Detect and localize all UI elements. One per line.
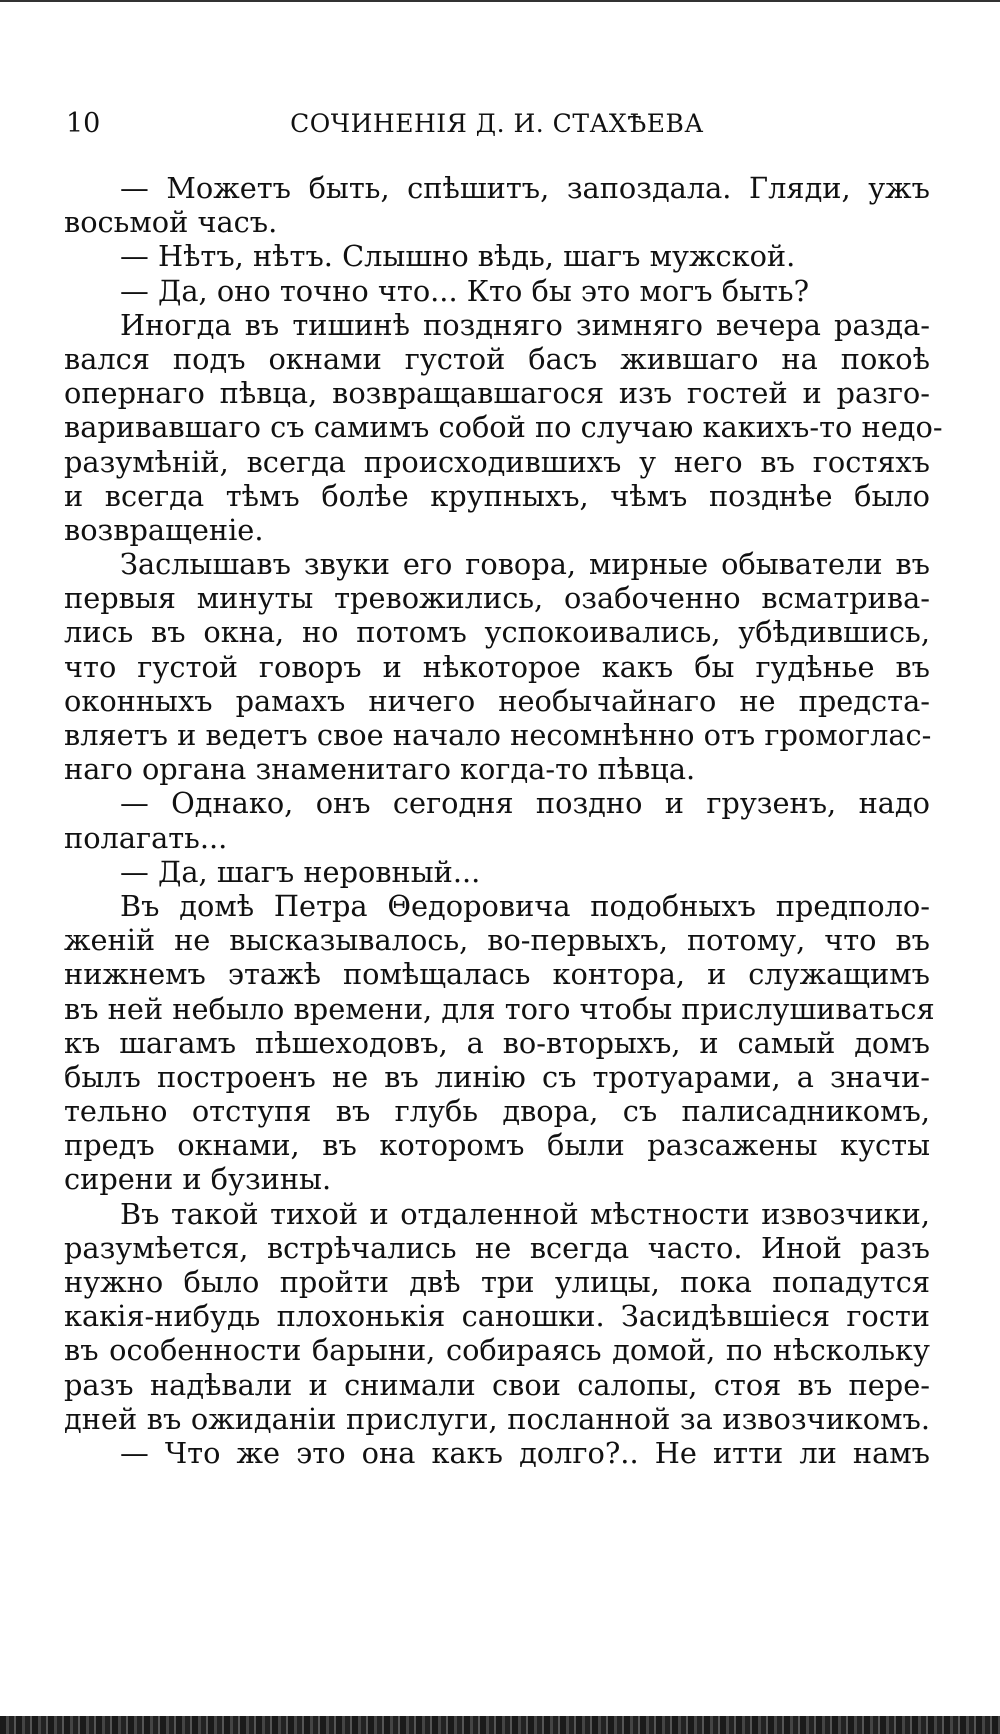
text-line: нижнемъ этажѣ помѣщалась контора, и служащимъ bbox=[64, 957, 930, 992]
text-line: что густой говоръ и нѣкоторое какъ бы гудѣнье въ bbox=[64, 649, 930, 684]
text-line: первыя минуты тревожились, озабоченно всматрива- bbox=[64, 581, 930, 616]
text-line: лись въ окна, но потомъ успокоивались, убѣдившись, bbox=[64, 615, 930, 650]
text-line: въ особенности барыни, собираясь домой, по нѣскольку bbox=[64, 1333, 930, 1368]
running-title: СОЧИНЕНIЯ Д. И. СТАХѢЕВА bbox=[290, 109, 704, 138]
page-header bbox=[66, 104, 928, 144]
text-line: нужно было пройти двѣ три улицы, пока попадутся bbox=[64, 1265, 930, 1299]
scan-bottom-edge bbox=[0, 1716, 1000, 1734]
text-line: Въ такой тихой и отдаленной мѣстности извозчики, bbox=[120, 1196, 930, 1231]
page-number: 10 bbox=[66, 108, 101, 139]
text-line: — Нѣтъ, нѣтъ. Слышно вѣдь, шагъ мужской. bbox=[120, 239, 796, 274]
text-line: сирени и бузины. bbox=[64, 1162, 332, 1197]
text-line: къ шагамъ пѣшеходовъ, а во-вторыхъ, и самый домъ bbox=[64, 1025, 930, 1060]
text-line: наго органа знаменитаго когда-то пѣвца. bbox=[64, 752, 696, 787]
text-line: предъ окнами, въ которомъ были разсажены кусты bbox=[64, 1128, 930, 1163]
text-line: какiя-нибудь плохонькiя саношки. Засидѣвшiеся гости bbox=[64, 1299, 930, 1334]
text-line: разъ надѣвали и снимали свои салопы, стоя въ пере- bbox=[64, 1367, 930, 1402]
text-line: тельно отступя въ глубь двора, съ палисадникомъ, bbox=[64, 1094, 930, 1129]
text-line: опернаго пѣвца, возвращавшагося изъ гостей и разго- bbox=[64, 376, 930, 411]
text-line: дней въ ожиданiи прислуги, посланной за извозчикомъ. bbox=[64, 1401, 930, 1436]
text-line: — Можетъ быть, спѣшитъ, запоздала. Гляди, ужъ bbox=[120, 171, 930, 205]
text-line: оконныхъ рамахъ ничего необычайнаго не предста- bbox=[64, 683, 930, 718]
text-line: въ ней небыло времени, для того чтобы прислушиваться bbox=[64, 991, 935, 1026]
scan-top-edge bbox=[0, 0, 1000, 2]
text-line: Въ домѣ Петра Θедоровича подобныхъ предполо- bbox=[120, 888, 930, 923]
text-line: — Однако, онъ сегодня поздно и грузенъ, надо bbox=[120, 786, 930, 821]
body-text bbox=[64, 171, 943, 1470]
text-line: полагать... bbox=[64, 820, 228, 855]
text-line: возвращенiе. bbox=[64, 512, 264, 547]
text-line: — Да, оно точно что... Кто бы это могъ быть? bbox=[120, 273, 810, 308]
text-line: варивавшаго съ самимъ собой по случаю какихъ-то недо- bbox=[64, 410, 943, 445]
text-line: разумѣется, встрѣчались не всегда часто. Иной разъ bbox=[64, 1230, 930, 1265]
text-line: вляетъ и ведетъ свое начало несомнѣнно отъ громоглас- bbox=[64, 718, 932, 752]
text-line: вался подъ окнами густой басъ жившаго на покоѣ bbox=[64, 341, 930, 376]
text-line: восьмой часъ. bbox=[64, 205, 278, 240]
text-line: — Что же это она какъ долго?.. Не итти ли намъ bbox=[120, 1435, 930, 1470]
text-line: и всегда тѣмъ болѣе крупныхъ, чѣмъ позднѣе было bbox=[64, 478, 930, 513]
text-line: женiй не высказывалось, во-первыхъ, потому, что въ bbox=[64, 923, 930, 958]
text-line: разумѣнiй, всегда происходившихъ у него въ гостяхъ bbox=[64, 444, 930, 479]
text-line: Иногда въ тишинѣ поздняго зимняго вечера разда- bbox=[120, 307, 930, 342]
text-line: — Да, шагъ неровный... bbox=[120, 854, 481, 889]
text-line: Заслышавъ звуки его говора, мирные обыватели въ bbox=[120, 547, 930, 582]
text-line: былъ построенъ не въ линiю съ тротуарами, а значи- bbox=[64, 1059, 930, 1094]
